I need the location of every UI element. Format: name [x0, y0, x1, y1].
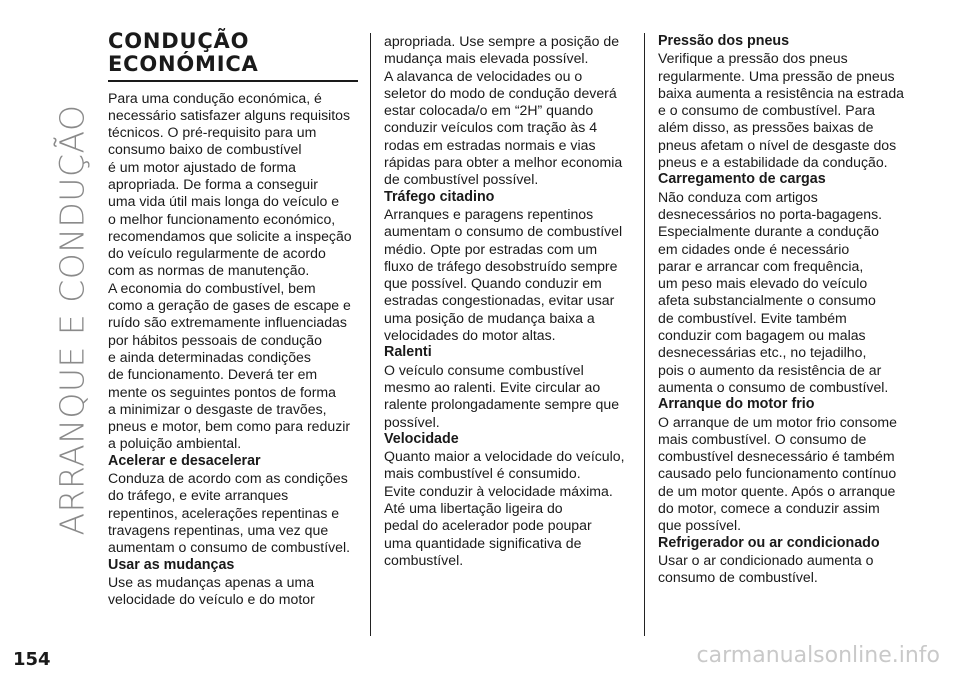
column-3 — [658, 33, 918, 587]
column-1 — [108, 30, 358, 608]
tyre-paragraph: Verifique a pressão dos pneus regularmente. Uma pressão de pneus baixa aumenta a resistência na estrada e o consumo de combustível. Para além disso, as pressões baixas de pneus afetam o nível de desgaste dos pneus e a estabilidade da condução. — [658, 50, 905, 171]
load-heading: Carregamento de cargas — [658, 171, 826, 188]
accel-heading: Acelerar e desacelerar — [108, 452, 261, 469]
ac-paragraph: Usar o ar condicionado aumenta o consumo de combustível. — [658, 551, 874, 586]
page-heading: CONDUÇÃO ECONÓMICA — [108, 29, 259, 76]
cold-start-paragraph: O arranque de um motor frio consome mais combustível. O consumo de combustível desnecessário é também causado pelo funcionamento contínuo de um motor quente. Após o arranque do motor, comece a conduzir assim que possível. — [658, 413, 897, 534]
column-divider-1 — [370, 33, 371, 636]
economy-paragraph: A economia do combustível, bem como a geração de gases de escape e ruído são extremamente influenciadas por hábitos pessoais de condução e ainda determinadas condições de funcionamento. Deverá ter em mente os seguintes pontos de forma a minimizar o desgaste de travões, pneus e motor, bem como para reduzir a poluição ambiental. — [108, 279, 351, 452]
tyre-heading: Pressão dos pneus — [658, 33, 790, 49]
accel-paragraph: Conduza de acordo com as condições do tráfego, e evite arranques repentinos, acelerações repentinas e travagens repentinas, uma vez que aumentam o consumo de combustível. — [108, 470, 351, 556]
idle-heading: Ralenti — [384, 344, 432, 361]
load-paragraph: Não conduza com artigos desnecessários no porta-bagagens. Especialmente durante a condução em cidades onde é necessário parar e arrancar com frequência, um peso mais elevado do veículo afeta substancialmente o consumo de combustível. Evite também conduzir com bagagem ou malas desnecessárias etc., no tejadilho, pois o aumento da resistência de ar aumenta o consumo de combustível. — [658, 188, 889, 395]
ac-heading: Refrigerador ou ar condicionado — [658, 534, 880, 551]
cold-start-heading: Arranque do motor frio — [658, 396, 815, 413]
column-2 — [384, 33, 634, 569]
speed-paragraph: Quanto maior a velocidade do veículo, mais combustível é consumido. Evite conduzir à velocidade máxima. Até uma libertação ligeira do pedal do acelerador pode poupar uma quantidade significativa de combustível. — [384, 448, 625, 568]
watermark: carmanualsonline.info — [696, 643, 940, 668]
gear-heading: Usar as mudanças — [108, 556, 235, 573]
speed-heading: Velocidade — [384, 430, 459, 447]
traffic-paragraph: Arranques e paragens repentinos aumentam o consumo de combustível médio. Opte por estradas com um fluxo de tráfego desobstruído sempre que possível. Quando conduzir em estradas congestionadas, evitar usar uma posição de mudança baixa a velocidades do motor altas. — [384, 205, 623, 344]
page-number: 154 — [13, 649, 51, 670]
idle-paragraph: O veículo consume combustível mesmo ao ralenti. Evite circular ao ralente prolongadamente sempre que possível. — [384, 361, 620, 430]
section-side-title — [52, 20, 92, 620]
traffic-heading: Tráfego citadino — [384, 188, 495, 205]
heading-rule — [108, 80, 358, 82]
gear-paragraph-continued: apropriada. Use sempre a posição de mudança mais elevada possível. A alavanca de velocidades ou o seletor do modo de condução deverá estar colocada/o em “2H” quando conduzir veículos com tração às 4 rodas em estradas normais e vias rápidas para obter a melhor economia de combustível possível. — [384, 33, 623, 188]
column-divider-2 — [644, 33, 645, 636]
section-side-title-text: ARRANQUE E CONDUÇÃO — [52, 104, 92, 536]
gear-paragraph: Use as mudanças apenas a uma velocidade do veículo e do motor — [108, 573, 315, 608]
intro-paragraph: Para uma condução económica, é necessário satisfazer alguns requisitos técnicos. O pré-requisito para um consumo baixo de combustível é um motor ajustado de forma apropriada. De forma a conseguir uma vida útil mais longa do veículo e o melhor funcionamento económico, recomendamos que solicite a inspeção do veículo regularmente de acordo com as normas de manutenção. — [108, 89, 352, 279]
